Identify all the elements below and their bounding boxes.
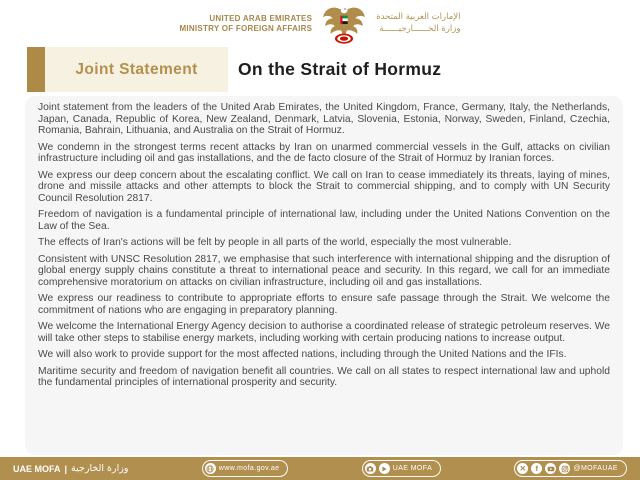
paragraph: We express our readiness to contribute to appropriate efforts to ensure safe passage through the Strait. We welcome the commitment of nations who are engaging in preparatory planning. xyxy=(38,293,610,316)
footer-brand-english: UAE MOFA xyxy=(13,463,61,474)
paragraph: Freedom of navigation is a fundamental principle of international law, including under the United Nations Convention on the Law of the Sea. xyxy=(38,209,610,232)
paragraph: We express our deep concern about the escalating conflict. We call on Iran to cease immediately its threats, laying of mines, drone and missile attacks and other attempts to block the Strait to commercial shipping, and to comply with UN Security Council Resolution 2817. xyxy=(38,169,610,204)
statement-type-box xyxy=(45,47,228,92)
paragraph: We will also work to provide support for the most affected nations, including through the United Nations and the IFIs. xyxy=(38,349,567,360)
camera-icon[interactable] xyxy=(365,463,376,474)
play-icon[interactable] xyxy=(379,463,390,474)
title-row xyxy=(27,47,441,92)
social-handle: @MOFAUAE xyxy=(573,465,618,472)
website-link[interactable] xyxy=(202,460,289,477)
paragraph: The effects of Iran's actions will be felt by people in all parts of the world, especially the most vulnerable. xyxy=(38,237,512,248)
footer-brand-separator: | xyxy=(64,463,68,474)
org-ar-line1: الإمارات العربية المتحدة xyxy=(376,12,461,22)
paragraph: We condemn in the strongest terms recent attacks by Iran on unarmed commercial vessels in the Gulf, attacks on civilian infrastructure including oil and gas installations, and the de facto closure of the Strait of Hormuz by Iranian forces. xyxy=(38,141,610,164)
letterhead xyxy=(0,0,640,47)
website-url: www.mofa.gov.ae xyxy=(218,465,280,472)
paragraph: Maritime security and freedom of navigation benefit all countries. We call on all states to respect international law and uphold the fundamental principles of international prosperity and security. xyxy=(38,365,610,388)
footer-bar xyxy=(0,457,640,480)
social-media-group-2[interactable] xyxy=(514,460,627,477)
org-en-line1: UNITED ARAB EMIRATES xyxy=(209,14,313,23)
uae-falcon-emblem-icon xyxy=(321,3,367,45)
org-ar-line2: وزارة الخــــــارجيــــــة xyxy=(379,23,461,34)
page-title: On the Strait of Hormuz xyxy=(238,59,442,79)
globe-icon xyxy=(205,463,216,474)
paragraph: We welcome the International Energy Agency decision to authorise a coordinated release of strategic petroleum reserves. We will take other steps to stabilise energy markets, including working with certain producing nations to increase output. xyxy=(38,321,610,344)
footer-brand xyxy=(13,463,128,474)
youtube-icon[interactable] xyxy=(545,463,556,474)
social-account-name: UAE MOFA xyxy=(392,465,433,472)
facebook-icon[interactable]: f xyxy=(531,463,542,474)
ministry-name-arabic xyxy=(376,12,460,35)
x-icon[interactable]: ✕ xyxy=(517,463,528,474)
statement-type-label: Joint Statement xyxy=(75,60,198,78)
statement-body xyxy=(25,96,623,455)
gold-accent-bar xyxy=(27,47,45,92)
social-media-group-1[interactable] xyxy=(362,460,441,477)
instagram-icon[interactable] xyxy=(559,463,570,474)
paragraph: Consistent with UNSC Resolution 2817, we emphasise that such interference with international shipping and the disruption of global energy supply chains constitute a threat to international peace and security. In this regard, we call for an immediate comprehensive moratorium on attacks on civilian infrastructure, including oil and gas installations. xyxy=(38,253,610,288)
org-en-line2: MINISTRY OF FOREIGN AFFAIRS xyxy=(179,23,313,33)
footer-brand-arabic: وزارة الخارجية xyxy=(71,463,129,474)
ministry-name-english xyxy=(180,14,313,33)
paragraph: Joint statement from the leaders of the United Arab Emirates, the United Kingdom, France, Germany, Italy, the Netherlands, Japan, Canada, Republic of Korea, New Zealand, Denmark, Latvia, Slovenia, Estonia, Norway, Sweden, Finland, Czechia, Romania, Bahrain, Lithuania, and Australia on the Strait of Hormuz. xyxy=(38,102,610,136)
